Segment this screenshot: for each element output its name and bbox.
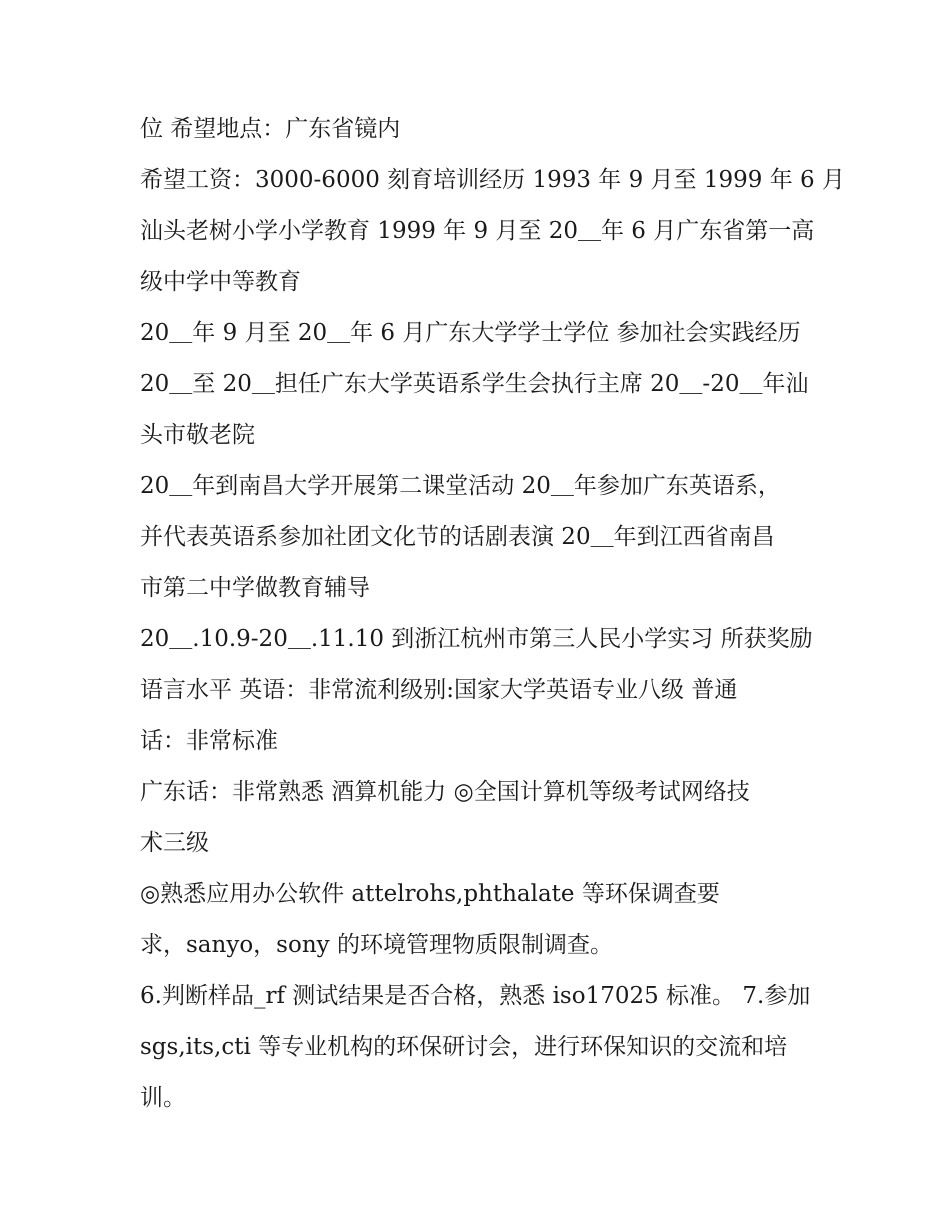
text-line-17: 求，sanyo，sony 的环境管理物质限制调查。 <box>140 932 613 958</box>
text-line-14: 广东话：非常熟悉 酒算机能力 ◎全国计算机等级考试网络技 <box>140 779 750 805</box>
text-line-9: 并代表英语系参加社团文化节的话剧表演 20＿年到江西省南昌 <box>140 524 775 550</box>
text-line-15: 术三级 <box>140 830 209 856</box>
text-line-5: 20＿年 9 月至 20＿年 6 月广东大学学士学位 参加社会实践经历 <box>140 320 801 346</box>
text-line-11: 20＿.10.9-20＿.11.10 到浙江杭州市第三人民小学实习 所获奖励 <box>140 626 813 652</box>
document-body <box>140 104 845 1124</box>
text-line-19: sgs,its,cti 等专业机构的环保研讨会，进行环保知识的交流和培 <box>140 1034 788 1060</box>
text-line-20: 训。 <box>140 1085 186 1111</box>
text-line-3: 汕头老树小学小学教育 1999 年 9 月至 20＿年 6 月广东省第一高 <box>140 218 815 244</box>
text-line-7: 头市敬老院 <box>140 422 255 448</box>
text-line-8: 20＿年到南昌大学开展第二课堂活动 20＿年参加广东英语系， <box>140 473 781 499</box>
text-line-13: 话：非常标准 <box>140 728 278 754</box>
text-line-2: 希望工资：3000-6000 刻育培训经历 1993 年 9 月至 1999 年 6 月 <box>140 167 845 193</box>
text-line-12: 语言水平 英语：非常流利级别:国家大学英语专业八级 普通 <box>140 677 738 703</box>
text-line-10: 市第二中学做教育辅导 <box>140 575 370 601</box>
text-line-6: 20＿至 20＿担任广东大学英语系学生会执行主席 20＿-20＿年汕 <box>140 371 809 397</box>
text-line-16: ◎熟悉应用办公软件 attelrohs,phthalate 等环保调查要 <box>140 881 720 907</box>
text-line-4: 级中学中等教育 <box>140 269 301 295</box>
text-line-1: 位 希望地点：广东省镜内 <box>140 116 401 142</box>
text-line-18: 6.判断样品_rf 测试结果是否合格，熟悉 iso17025 标准。 7.参加 <box>140 983 811 1009</box>
